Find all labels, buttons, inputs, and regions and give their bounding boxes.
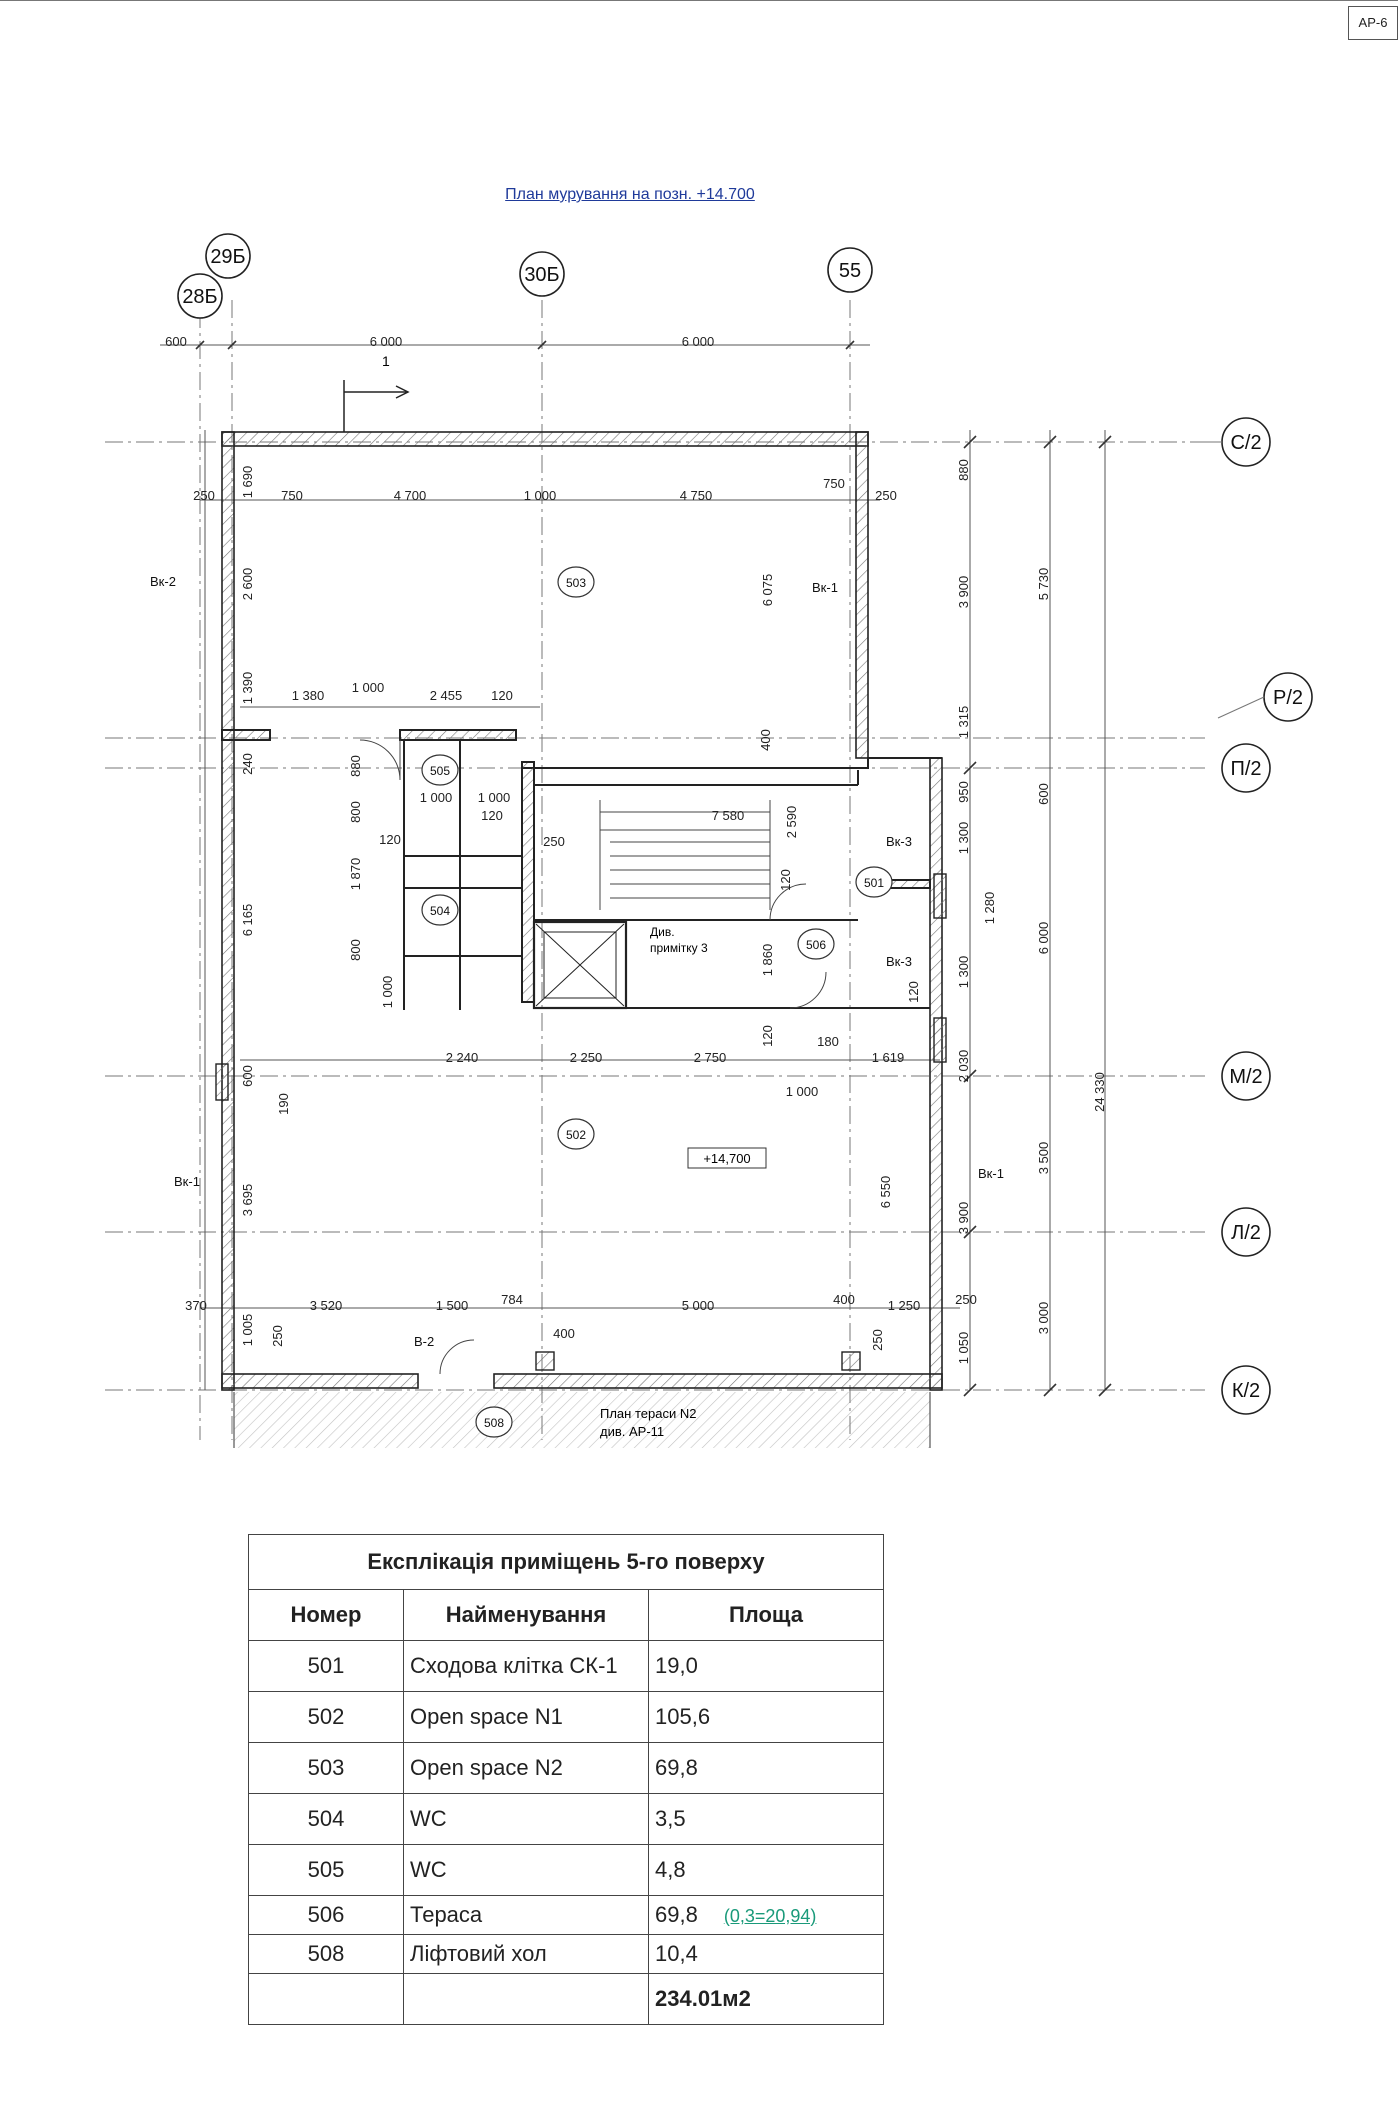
- room-label-504: 504: [429, 904, 451, 918]
- dim-text: 600: [240, 1065, 255, 1087]
- dim-text: 880: [348, 755, 363, 777]
- dim-text: 750: [281, 488, 303, 503]
- dim-text: 250: [270, 1325, 285, 1347]
- dim-text: 6 000: [1036, 921, 1051, 955]
- header-area: Площа: [649, 1590, 884, 1641]
- dim-text: 4 750: [679, 488, 713, 503]
- row-number: 503: [249, 1743, 404, 1794]
- dim-text: 1 380: [291, 688, 325, 703]
- dim-text: 6 550: [878, 1175, 893, 1209]
- row-number: 505: [249, 1845, 404, 1896]
- dim-text: 1 000: [351, 680, 385, 695]
- dim-text: 800: [348, 801, 363, 823]
- dim-text: 4 700: [393, 488, 427, 503]
- dim-text: 3 900: [956, 575, 971, 609]
- dim-text: 400: [758, 729, 773, 751]
- dim-text: 6 165: [240, 903, 255, 937]
- dim-text: 120: [760, 1025, 775, 1047]
- wall-tag-vk1-left: Вк-1: [174, 1174, 200, 1189]
- table-row: [249, 1935, 884, 1974]
- room-label-503: 503: [565, 576, 587, 590]
- axis-bubbles: [178, 234, 1312, 1414]
- wall-right-lower: [930, 758, 942, 1390]
- dim-text: 1 005: [240, 1313, 255, 1347]
- wall-top: [222, 432, 868, 446]
- room-label-501: 501: [863, 876, 885, 890]
- row-number: 504: [249, 1794, 404, 1845]
- dim-text: 1 300: [956, 821, 971, 855]
- row-name: Open space N1: [404, 1692, 649, 1743]
- dim-text: 250: [193, 488, 215, 503]
- table-row: [249, 1692, 884, 1743]
- dim-top-6000-right: 6 000: [681, 334, 715, 349]
- dim-text: 1 000: [785, 1084, 819, 1099]
- row-name: Тераса: [404, 1896, 649, 1935]
- section-mark-label: 1: [382, 353, 390, 369]
- row-area: 69,8: [649, 1743, 884, 1794]
- dim-text: 3 000: [1036, 1301, 1051, 1335]
- dim-text: 370: [185, 1298, 207, 1313]
- dim-text: 2 600: [240, 567, 255, 601]
- dim-text: 250: [870, 1329, 885, 1351]
- axis-label-29b: 29Б: [210, 246, 246, 268]
- row-area: 69,8: [655, 1902, 698, 1927]
- level-mark: +14,700: [703, 1151, 751, 1166]
- dim-text: 180: [817, 1034, 839, 1049]
- dim-text: 7 580: [711, 808, 745, 823]
- dim-text: 1 050: [956, 1331, 971, 1365]
- row-area: 3,5: [649, 1794, 884, 1845]
- row-name: Ліфтовий хол: [404, 1935, 649, 1974]
- dim-text: 250: [543, 834, 565, 849]
- dim-text: 2 240: [445, 1050, 479, 1065]
- table-total-row: [249, 1974, 884, 2025]
- table-row: [249, 1794, 884, 1845]
- dim-text: 1 690: [240, 465, 255, 499]
- total-empty-cell: [249, 1974, 404, 2025]
- row-area: 4,8: [649, 1845, 884, 1896]
- row-name: WC: [404, 1845, 649, 1896]
- dim-text: 1 000: [523, 488, 557, 503]
- dim-text: 400: [833, 1292, 855, 1307]
- table-row: [249, 1743, 884, 1794]
- wall-left: [222, 432, 234, 1390]
- row-area-cell: [649, 1896, 884, 1935]
- axis-label-r2: Р/2: [1272, 687, 1304, 709]
- row-number: 502: [249, 1692, 404, 1743]
- dim-text: 3 695: [240, 1183, 255, 1217]
- sheet-tag: АР-6: [1348, 6, 1398, 40]
- interior-walls: [222, 730, 942, 1010]
- dim-text: 250: [955, 1292, 977, 1307]
- terrace-note-line1: План тераси N2: [600, 1406, 697, 1421]
- dim-text: 1 000: [477, 790, 511, 805]
- axis-label-55: 55: [838, 260, 862, 282]
- dim-text: 600: [1036, 783, 1051, 805]
- table-row: [249, 1896, 884, 1935]
- table-row: [249, 1641, 884, 1692]
- row-name: WC: [404, 1794, 649, 1845]
- dim-text: 1 300: [956, 955, 971, 989]
- dim-text: 2 455: [429, 688, 463, 703]
- dim-text: 1 500: [435, 1298, 469, 1313]
- header-number: Номер: [249, 1590, 404, 1641]
- dim-text: 120: [778, 869, 793, 891]
- dim-text: 950: [956, 781, 971, 803]
- axis-label-30b: 30Б: [524, 264, 560, 286]
- wall-tag-vk1-upper-right: Вк-1: [812, 580, 838, 595]
- dim-top-6000-left: 6 000: [369, 334, 403, 349]
- dim-text: 190: [276, 1093, 291, 1115]
- axis-label-m2: М/2: [1229, 1066, 1263, 1088]
- explication-title: Експлікація приміщень 5-го поверху: [249, 1535, 884, 1590]
- dim-text: 2 030: [956, 1049, 971, 1083]
- dim-text: 1 280: [982, 891, 997, 925]
- dim-text: 120: [481, 808, 503, 823]
- dim-text: 1 870: [348, 857, 363, 891]
- dim-text: 1 000: [419, 790, 453, 805]
- axis-label-p2: П/2: [1230, 758, 1262, 780]
- wall-tag-v2: В-2: [414, 1334, 435, 1349]
- room-label-508: 508: [483, 1416, 505, 1430]
- total-area: 234.01м2: [649, 1974, 884, 2025]
- dim-text: 2 750: [693, 1050, 727, 1065]
- row-area: 105,6: [649, 1692, 884, 1743]
- dimension-texts: [185, 459, 1107, 1364]
- dim-text: 120: [379, 832, 401, 847]
- dim-text: 1 250: [887, 1298, 921, 1313]
- wall-right-upper: [856, 432, 868, 758]
- dim-text: 120: [906, 981, 921, 1003]
- dim-text: 120: [491, 688, 513, 703]
- dim-text: 800: [348, 939, 363, 961]
- axis-label-28b: 28Б: [182, 286, 218, 308]
- header-name: Найменування: [404, 1590, 649, 1641]
- terrace-hatch: [234, 1392, 930, 1448]
- room-label-505: 505: [429, 764, 451, 778]
- plan-title[interactable]: План мурування на позн. +14.700: [505, 186, 755, 203]
- area-coefficient-link[interactable]: (0,3=20,94): [723, 1906, 817, 1926]
- table-row: [249, 1845, 884, 1896]
- dim-text: 1 390: [240, 671, 255, 705]
- terrace-note-line2: див. АР-11: [600, 1424, 665, 1439]
- dim-text: 250: [875, 488, 897, 503]
- row-number: 508: [249, 1935, 404, 1974]
- dim-text: 5 000: [681, 1298, 715, 1313]
- dim-text: 400: [553, 1326, 575, 1341]
- dimension-ticks: [196, 341, 1111, 1396]
- elevator-note-line2: примітку 3: [650, 941, 708, 955]
- dim-text: 750: [823, 476, 845, 491]
- explication-table: [248, 1534, 884, 2025]
- wall-tag-vk3-upper: Вк-3: [886, 834, 912, 849]
- dim-text: 5 730: [1036, 567, 1051, 601]
- dim-text: 24 330: [1092, 1072, 1107, 1112]
- elevator-note-line1: Див.: [650, 925, 675, 939]
- axis-label-l2: Л/2: [1231, 1222, 1261, 1244]
- dim-text: 1 315: [956, 705, 971, 739]
- dim-text: 3 520: [309, 1298, 343, 1313]
- axis-label-k2: К/2: [1231, 1380, 1261, 1402]
- dim-text: 1 619: [871, 1050, 905, 1065]
- wall-tag-vk3-lower: Вк-3: [886, 954, 912, 969]
- room-label-502: 502: [565, 1128, 587, 1142]
- wall-tag-vk1-right: Вк-1: [978, 1166, 1004, 1181]
- dim-text: 3 500: [1036, 1141, 1051, 1175]
- room-label-506: 506: [805, 938, 827, 952]
- dim-text: 3 900: [956, 1201, 971, 1235]
- dim-text: 6 075: [760, 573, 775, 607]
- dim-text: 784: [501, 1292, 523, 1307]
- wall-tag-vk2-left: Вк-2: [150, 574, 176, 589]
- dim-text: 240: [240, 753, 255, 775]
- dim-text: 1 860: [760, 943, 775, 977]
- dim-text: 880: [956, 459, 971, 481]
- row-area: 19,0: [649, 1641, 884, 1692]
- row-number: 501: [249, 1641, 404, 1692]
- dim-text: 1 000: [380, 975, 395, 1009]
- axis-label-s2: С/2: [1230, 432, 1262, 454]
- dim-text: 2 250: [569, 1050, 603, 1065]
- section-mark: [344, 380, 408, 432]
- wall-bottom-right: [494, 1374, 942, 1388]
- wall-bottom-left: [222, 1374, 418, 1388]
- stair: [600, 800, 770, 910]
- row-number: 506: [249, 1896, 404, 1935]
- row-area: 10,4: [649, 1935, 884, 1974]
- row-name: Open space N2: [404, 1743, 649, 1794]
- total-empty-cell: [404, 1974, 649, 2025]
- dim-top-600: 600: [165, 334, 187, 349]
- row-name: Сходова клітка СК-1: [404, 1641, 649, 1692]
- dim-text: 2 590: [784, 805, 799, 839]
